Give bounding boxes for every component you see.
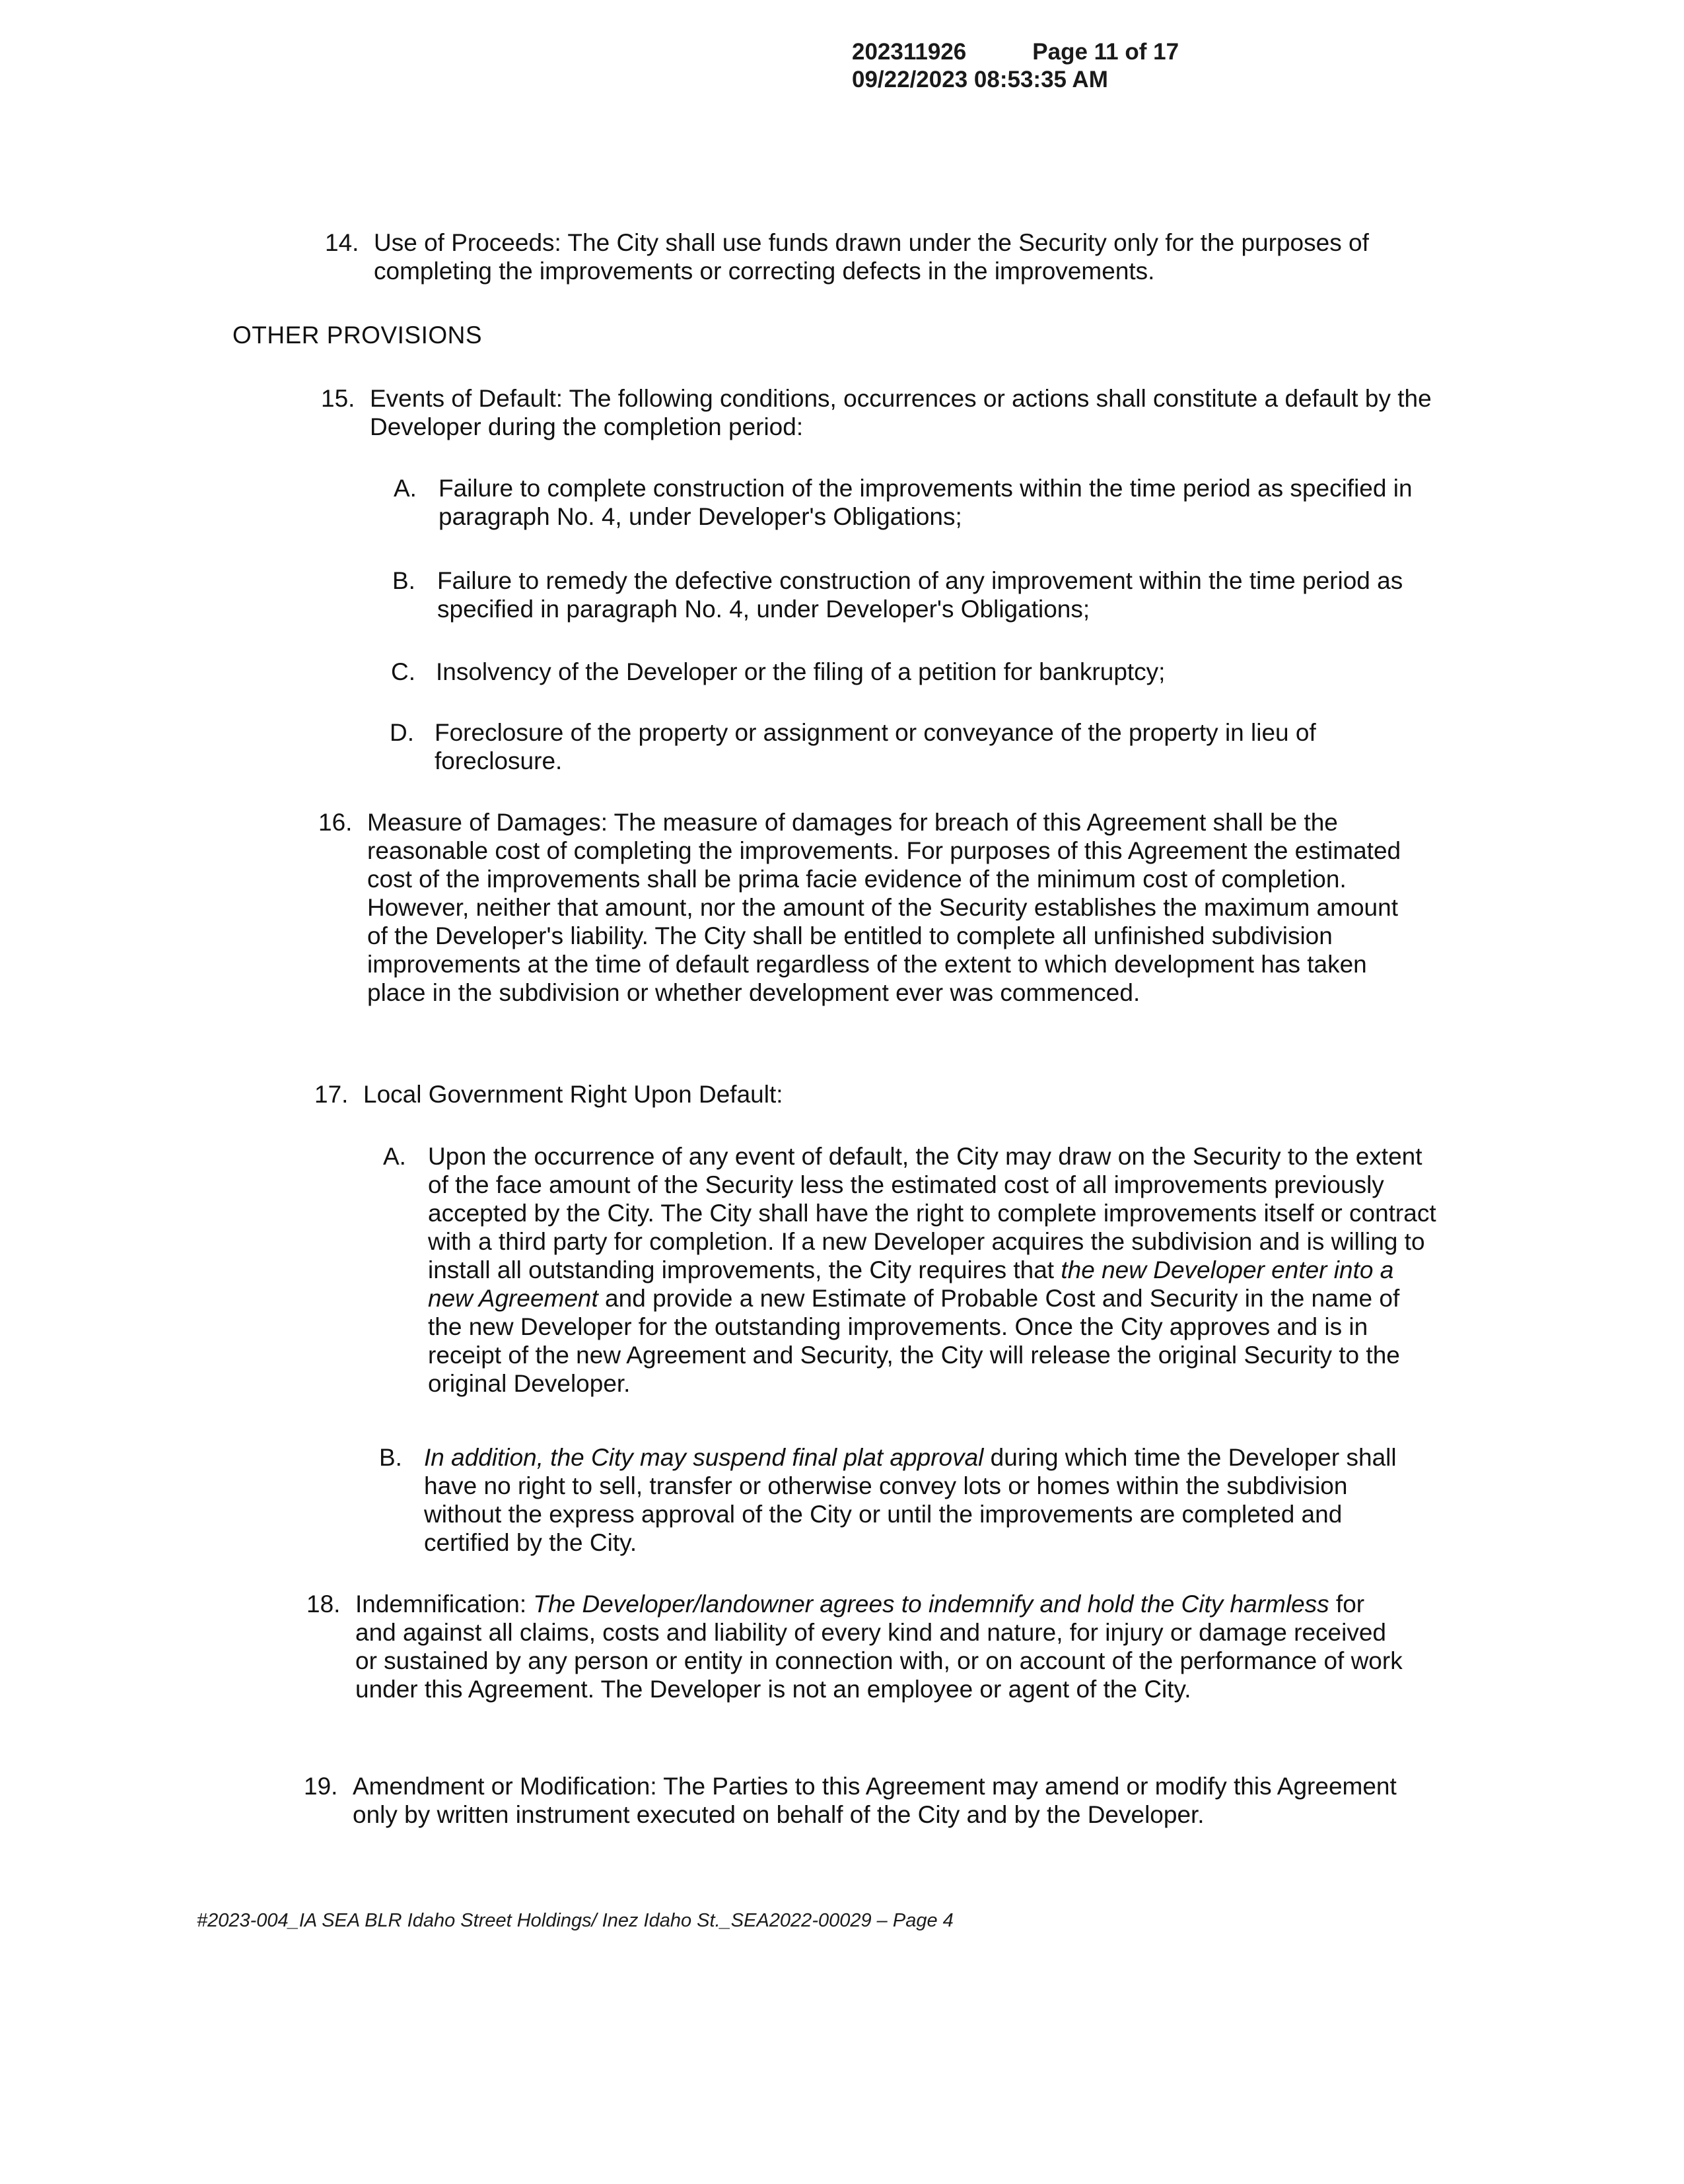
paragraph-number: 19. xyxy=(304,1773,338,1800)
subparagraph-text: Failure to complete construction of the improvements within the time period as specified in paragraph No. 4, under Developer's Obligations; xyxy=(439,475,1413,530)
page-footer: #2023-004_IA SEA BLR Idaho Street Holdings/ Inez Idaho St._SEA2022-00029 – Page 4 xyxy=(197,1910,954,1931)
section-title: OTHER PROVISIONS xyxy=(232,322,483,349)
subparagraph-text: In addition, the City may suspend final plat approval during which time the Developer shall have no right to sell, transfer or otherwise convey lots or homes within the subdivision without the express approval of the City or until the improvements are completed and certified by the City. xyxy=(424,1444,1397,1556)
paragraph-number: 18. xyxy=(306,1590,341,1618)
subparagraph-letter: B. xyxy=(392,567,415,594)
paragraph-16 xyxy=(318,808,1424,1007)
subparagraph-letter: A. xyxy=(383,1143,406,1170)
subparagraph-letter: C. xyxy=(391,658,415,685)
paragraph-text: Local Government Right Upon Default: xyxy=(363,1081,783,1108)
subparagraph-15b xyxy=(392,566,1441,623)
paragraph-14 xyxy=(325,228,1450,285)
paragraph-number: 17. xyxy=(314,1081,349,1108)
subparagraph-text: Insolvency of the Developer or the filing of a petition for bankruptcy; xyxy=(436,658,1166,685)
paragraph-number: 14. xyxy=(325,229,359,256)
paragraph-17 xyxy=(314,1080,1420,1109)
subparagraph-17a xyxy=(383,1142,1438,1398)
recording-timestamp: 09/22/2023 08:53:35 AM xyxy=(852,67,1108,92)
paragraph-19 xyxy=(304,1772,1403,1829)
subparagraph-text: Failure to remedy the defective construction of any improvement within the time period as specified in paragraph No. 4, under Developer's Obligations; xyxy=(437,567,1403,623)
subparagraph-letter: A. xyxy=(394,475,417,502)
page-indicator: Page 11 of 17 xyxy=(1032,39,1179,65)
subparagraph-17b xyxy=(379,1443,1415,1557)
subparagraph-text: Upon the occurrence of any event of default, the City may draw on the Security to the extent of the face amount of the Security less the estimated cost of all improvements previously accepted by the City. The City shall have the right to complete improvements itself or contract with a third party for completion. If a new Developer acquires the subdivision and is willing to install all outstanding improvements, the City requires that the new Developer enter into a new Agreement and provide a new Estimate of Probable Cost and Security in the name of the new Developer for the outstanding improvements. Once the City approves and is in receipt of the new Agreement and Security, the City will release the original Security to the original Developer. xyxy=(428,1143,1436,1397)
paragraph-text: Measure of Damages: The measure of damages for breach of this Agreement shall be the reasonable cost of completing the improvements. For purposes of this Agreement the estimated cost of the improvements shall be prima facie evidence of the minimum cost of completion. However, neither that amount, nor the amount of the Security establishes the maximum amount of the Developer's liability. The City shall be entitled to complete all unfinished subdivision improvements at the time of default regardless of the extent to which development has taken place in the subdivision or whether development ever was commenced. xyxy=(367,809,1401,1006)
paragraph-text: Indemnification: The Developer/landowner agrees to indemnify and hold the City harmless for and against all claims, costs and liability of every kind and nature, for injury or damage received or sustained by any person or entity in connection with, or on account of the performance of work under this Agreement. The Developer is not an employee or agent of the City. xyxy=(355,1590,1403,1703)
paragraph-number: 16. xyxy=(318,809,353,836)
paragraph-text: Amendment or Modification: The Parties to this Agreement may amend or modify this Agreement only by written instrument executed on behalf of the City and by the Developer. xyxy=(353,1773,1397,1828)
subparagraph-15c xyxy=(391,658,1426,686)
paragraph-number: 15. xyxy=(321,385,355,412)
subparagraph-letter: B. xyxy=(379,1444,402,1471)
paragraph-15 xyxy=(321,384,1446,441)
subparagraph-15d xyxy=(390,718,1392,775)
paragraph-18 xyxy=(306,1590,1405,1703)
subparagraph-letter: D. xyxy=(390,719,414,746)
subparagraph-15a xyxy=(394,474,1456,531)
document-number: 202311926 xyxy=(852,39,967,65)
paragraph-text: Use of Proceeds: The City shall use funds drawn under the Security only for the purposes of completing the improvements or correcting defects in the improvements. xyxy=(374,229,1369,285)
paragraph-text: Events of Default: The following conditions, occurrences or actions shall constitute a default by the Developer during the completion period: xyxy=(370,385,1432,440)
subparagraph-text: Foreclosure of the property or assignment or conveyance of the property in lieu of foreclosure. xyxy=(435,719,1316,774)
